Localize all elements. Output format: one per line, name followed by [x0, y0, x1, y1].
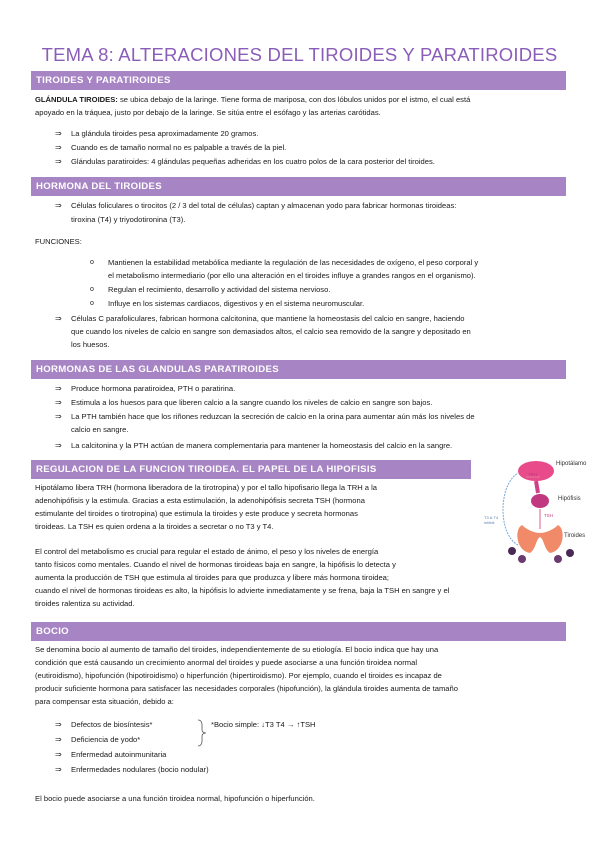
list-item: Cuando es de tamaño normal no es palpable a través de la piel.: [71, 143, 287, 152]
section-heading-tiroides: TIROIDES Y PARATIROIDES: [31, 71, 566, 90]
label-tiroides: Tiroides: [564, 533, 586, 539]
arrow-icon: ⇒: [55, 750, 62, 759]
paragraph-line: El bocio puede asociarse a una función tiroidea normal, hipofunción o hiperfunción.: [35, 794, 315, 803]
hypothalamus-shape: [518, 461, 554, 481]
feedback-arrow: [503, 473, 518, 545]
arrow-icon: ⇒: [55, 412, 62, 421]
paragraph-line: producir suficiente hormona para satisfacer las necesidades corporales (hipofunción), la glándula tiroides aumenta de tamaño: [35, 684, 458, 693]
list-item: Enfermedades nodulares (bocio nodular): [71, 765, 209, 774]
label-hipofisis: Hipófisis: [558, 496, 581, 502]
follicle-icon: [508, 547, 516, 555]
arrow-icon: ⇒: [55, 384, 62, 393]
hypothalamus-pituitary-thyroid-figure: [478, 455, 592, 565]
list-item: Deficiencia de yodo*: [71, 735, 141, 744]
follicle-icon: [566, 549, 574, 557]
label-inhibit: inhibit: [484, 520, 495, 525]
paragraph-line: los huesos.: [71, 340, 110, 349]
arrow-icon: ⇒: [55, 157, 62, 166]
arrow-icon: ⇒: [55, 441, 62, 450]
section-heading-regulacion: REGULACION DE LA FUNCION TIROIDEA. EL PAPEL DE LA HIPOFISIS: [31, 460, 471, 479]
paragraph-line: El control del metabolismo es crucial para regular el estado de ánimo, el peso y los niveles de energía: [35, 547, 379, 556]
label-tsh: TSH: [544, 513, 553, 518]
section-heading-bocio: BOCIO: [31, 622, 566, 641]
paragraph-line: tiroides ralentiza su actividad.: [35, 599, 135, 608]
brace-icon: [196, 718, 208, 748]
list-item: el metabolismo intermediario (por ello una alteración en el tiroides influye a grandes rangos en el organismo).: [108, 271, 476, 280]
section-heading-paratiroides: HORMONAS DE LAS GLANDULAS PARATIROIDES: [31, 360, 566, 379]
paragraph-line: (eutiroidismo), hipofunción (hipotiroidismo) o hiperfunción (hipertiroidismo). Por ejemplo, cuando el tiroides es incapaz de: [35, 671, 442, 680]
page-title: TEMA 8: ALTERACIONES DEL TIROIDES Y PARATIROIDES: [41, 44, 558, 65]
paragraph-line: adenohipófisis y la estimula. Gracias a esta estimulación, la adenohipófisis secreta TSH (hormona: [35, 496, 365, 505]
paragraph-line: Células C parafoliculares, fabrican hormona calcitonina, que mantiene la homeostasis del calcio en sangre, haciendo: [71, 314, 465, 323]
list-item: La calcitonina y la PTH actúan de manera complementaria para mantener la homeostasis del calcio en la sangre.: [71, 441, 453, 450]
list-item: Mantienen la estabilidad metabólica mediante la regulación de las necesidades de oxígeno, el peso corporal y: [108, 258, 479, 267]
list-item: Enfermedad autoinmunitaria: [71, 750, 167, 759]
intro-text-1: se ubica debajo de la laringe. Tiene forma de mariposa, con dos lóbulos unidos por el istmo, el cual está: [117, 95, 471, 104]
arrow-icon: ⇒: [55, 735, 62, 744]
list-item: La PTH también hace que los riñones reduzcan la secreción de calcio en la orina para aumentar aún más los niveles de: [71, 412, 475, 421]
follicle-icon: [518, 555, 526, 563]
paragraph-line: Células foliculares o tirocitos (2 / 3 del total de células) captan y almacenan yodo para fabricar hormonas tiroideas:: [71, 201, 457, 210]
intro-line-1: [35, 93, 570, 106]
arrow-icon: ⇒: [55, 201, 62, 210]
list-item: Produce hormona paratiroidea, PTH o paratirina.: [71, 384, 236, 393]
arrow-icon: ⇒: [55, 129, 62, 138]
list-item: Regulan el recimiento, desarrollo y actividad del sistema nervioso.: [108, 285, 331, 294]
paragraph-line: que cuando los niveles de calcio en sangre son demasiados altos, el calcio sea removido de la sangre y depositado en: [71, 327, 471, 336]
paragraph-line: estimulante del tiroides o tirotropina) que estimula la tiroides y este produce y secreta hormonas: [35, 509, 358, 518]
paragraph-line: cuando el nivel de hormonas tiroideas es alto, la hipófisis lo advierte inmediatamente y se frena, baja la TSH en sangre y el: [35, 586, 450, 595]
funciones-label: FUNCIONES:: [35, 237, 82, 246]
paragraph-line: para compensar esta situación, debido a:: [35, 697, 174, 706]
arrow-icon: ⇒: [55, 143, 62, 152]
paragraph-line: tanto físicos como mentales. Cuando el nivel de hormonas tiroideas baja en sangre, la hipófisis lo detecta y: [35, 560, 396, 569]
follicle-icon: [554, 555, 562, 563]
bullet-icon: o: [90, 300, 94, 307]
list-item: Glándulas paratiroides: 4 glándulas pequeñas adheridas en los cuatro polos de la cara posterior del tiroides.: [71, 157, 435, 166]
arrow-icon: ⇒: [55, 398, 62, 407]
paragraph-line: Se denomina bocio al aumento de tamaño del tiroides, independientemente de su etiología. El bocio indica que hay una: [35, 645, 439, 654]
arrow-icon: ⇒: [55, 720, 62, 729]
paragraph-line: condición que está causando un crecimiento anormal del tiroides y puede asociarse a una función tiroidea normal: [35, 658, 418, 667]
intro-line-2: apoyado en la tráquea, justo por debajo de la laringe. Se sitúa entre el esófago y las arterias carótidas.: [35, 108, 381, 117]
paragraph-line: tiroxina (T4) y triyodotironina (T3).: [71, 215, 186, 224]
arrow-icon: ⇒: [55, 314, 62, 323]
thyroid-shape: [517, 525, 562, 553]
list-item: Influye en los sistemas cardiacos, digestivos y en el sistema neuromuscular.: [108, 299, 365, 308]
list-item: Estimula a los huesos para que liberen calcio a la sangre cuando los niveles de calcio en sangre son bajos.: [71, 398, 433, 407]
label-trh: TRH: [528, 472, 538, 477]
pituitary-stalk: [536, 481, 538, 493]
list-item: La glándula tiroides pesa aproximadamente 20 gramos.: [71, 129, 259, 138]
list-item: Defectos de biosíntesis*: [71, 720, 153, 729]
pituitary-shape: [531, 494, 549, 508]
section-heading-hormona: HORMONA DEL TIROIDES: [31, 177, 566, 196]
label-t3t4: T3 & T4: [484, 515, 499, 520]
bullet-icon: o: [90, 286, 94, 293]
list-item: calcio en sangre.: [71, 425, 129, 434]
paragraph-line: aumenta la producción de TSH que estimula al tiroides para que produzca y libere más hormona tiroidea;: [35, 573, 390, 582]
intro-bold: GLÁNDULA TIROIDES:: [35, 95, 118, 104]
arrow-icon: ⇒: [55, 765, 62, 774]
paragraph-line: tiroideas. La TSH es quien ordena a la tiroides a secretar o no T3 y T4.: [35, 522, 274, 531]
bocio-simple-note: *Bocio simple: ↓T3 T4 → ↑TSH: [211, 720, 316, 729]
label-hipotalamo: Hipotálamo: [556, 461, 587, 467]
bullet-icon: o: [90, 259, 94, 266]
paragraph-line: Hipotálamo libera TRH (hormona liberadora de la tirotropina) y por el tallo hipofisario llega la TRH a la: [35, 483, 378, 492]
